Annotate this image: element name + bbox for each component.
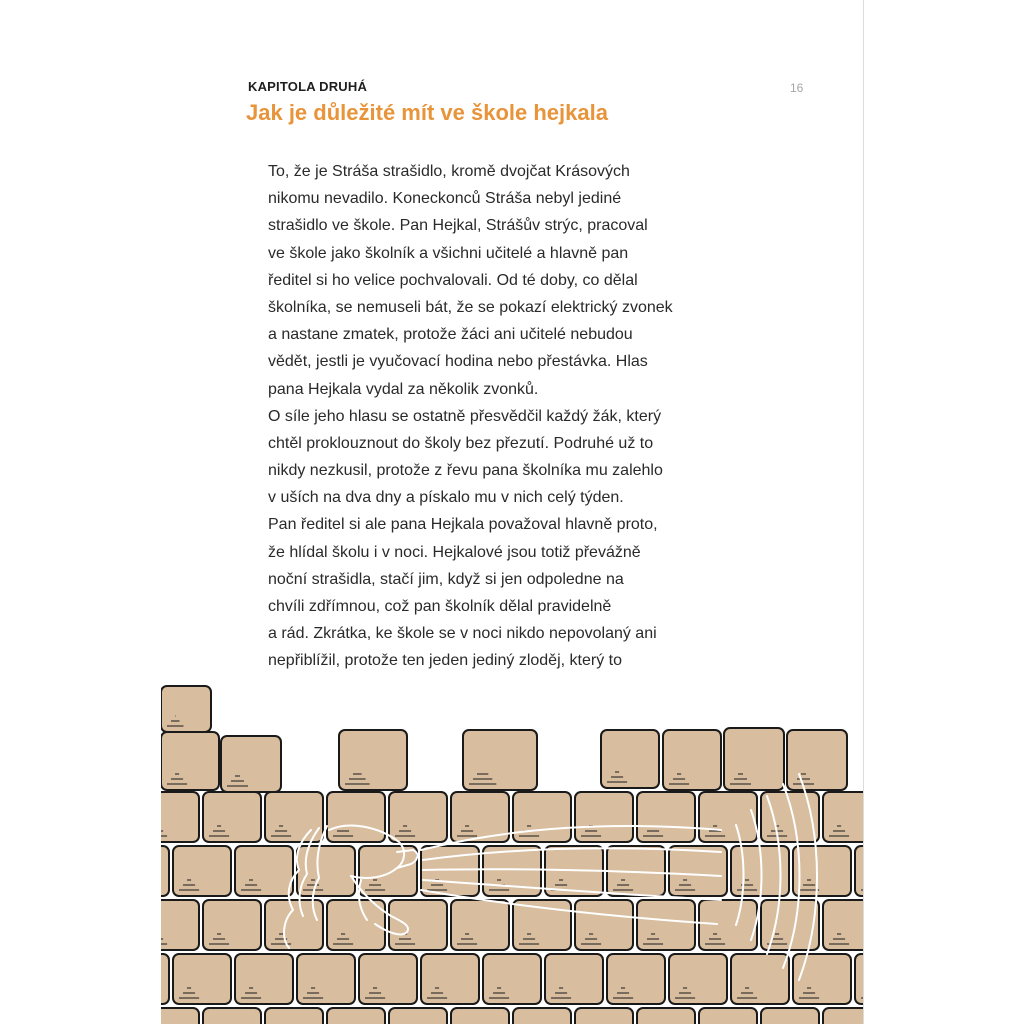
text-line: že hlídal školu i v noci. Hejkalové jsou totiž převážně xyxy=(268,543,641,561)
text-line: ve škole jako školník a všichni učitelé a hlavně pan xyxy=(268,244,629,262)
wall-brick xyxy=(637,900,695,950)
wall-brick xyxy=(359,846,417,896)
wall-brick xyxy=(601,730,659,788)
text-line: a rád. Zkrátka, ke škole se v noci nikdo nepovolaný ani xyxy=(268,625,657,643)
text-line: O síle jeho hlasu se ostatně přesvědčil každý žák, který xyxy=(268,407,662,425)
wall-brick xyxy=(203,792,261,842)
wall-brick xyxy=(699,900,757,950)
wall-brick xyxy=(663,730,721,790)
page-number: 16 xyxy=(790,81,804,95)
wall-brick xyxy=(327,1008,385,1024)
text-line: Pan ředitel si ale pana Hejkala považoval hlavně proto, xyxy=(268,516,658,534)
text-line: vědět, jestli je vyučovací hodina nebo přestávka. Hlas xyxy=(268,353,648,371)
wall-brick xyxy=(731,954,789,1004)
wall-brick xyxy=(575,1008,633,1024)
wall-brick xyxy=(463,730,537,790)
wall-brick xyxy=(724,728,784,790)
wall-brick xyxy=(389,792,447,842)
wall-brick xyxy=(161,732,219,790)
wall-brick xyxy=(637,1008,695,1024)
book-page xyxy=(161,0,864,1024)
wall-brick xyxy=(451,900,509,950)
wall-brick xyxy=(203,1008,261,1024)
body-text xyxy=(268,158,738,675)
wall-brick xyxy=(297,954,355,1004)
wall-brick xyxy=(607,954,665,1004)
wall-brick xyxy=(575,900,633,950)
wall-brick xyxy=(161,900,199,950)
wall-brick xyxy=(699,792,757,842)
wall-brick xyxy=(513,1008,571,1024)
wall-brick xyxy=(389,900,447,950)
wall-brick xyxy=(823,792,863,842)
wall-brick xyxy=(793,846,851,896)
text-line: noční strašidla, stačí jim, když si jen odpoledne na xyxy=(268,570,624,588)
text-line: pana Hejkala vydal za několik zvonků. xyxy=(268,380,539,398)
wall-brick xyxy=(513,792,571,842)
wall-brick xyxy=(235,954,293,1004)
text-line: nepřiblížil, protože ten jeden jediný zloděj, který to xyxy=(268,652,622,670)
wall-brick xyxy=(327,792,385,842)
brick-wall-illustration xyxy=(161,680,863,1024)
wall-brick xyxy=(161,686,211,732)
wall-brick xyxy=(855,954,863,1004)
wall-brick xyxy=(699,1008,757,1024)
wall-brick xyxy=(161,792,199,842)
text-line: To, že je Stráša strašidlo, kromě dvojčat Krásových xyxy=(268,163,630,180)
text-line: nikdy nezkusil, protože z řevu pana školníka mu zalehlo xyxy=(268,462,663,480)
wall-brick xyxy=(173,954,231,1004)
text-line: ředitel si ho velice pochvalovali. Od té doby, co dělal xyxy=(268,271,638,289)
wall-brick xyxy=(787,730,847,790)
wall-brick xyxy=(855,846,863,896)
wall-brick xyxy=(823,900,863,950)
wall-brick xyxy=(359,954,417,1004)
wall-brick xyxy=(421,846,479,896)
wall-brick xyxy=(235,846,293,896)
wall-brick xyxy=(161,954,169,1004)
text-line: nikomu nevadilo. Koneckonců Stráša nebyl jediné xyxy=(268,190,622,208)
text-line: strašidlo ve škole. Pan Hejkal, Strášův strýc, pracoval xyxy=(268,217,648,235)
wall-brick xyxy=(575,792,633,842)
wall-brick xyxy=(761,1008,819,1024)
wall-brick xyxy=(265,900,323,950)
wall-brick xyxy=(421,954,479,1004)
wall-brick xyxy=(339,730,407,790)
wall-brick xyxy=(221,736,281,792)
wall-brick xyxy=(545,954,603,1004)
wall-bricks xyxy=(161,686,863,1024)
text-line: chvíli zdřímnou, což pan školník dělal pravidelně xyxy=(268,598,612,615)
text-line: v uších na dva dny a pískalo mu v nich celý týden. xyxy=(268,489,624,507)
text-line: chtěl proklouznout do školy bez přezutí. Podruhé už to xyxy=(268,434,654,452)
wall-brick xyxy=(761,792,819,842)
wall-brick xyxy=(203,900,261,950)
wall-brick xyxy=(451,1008,509,1024)
wall-brick xyxy=(161,846,169,896)
text-line: a nastane zmatek, protože žáci ani učitelé nebudou xyxy=(268,326,633,344)
wall-brick xyxy=(637,792,695,842)
text-line: školníka, se nemuseli bát, že se pokazí elektrický zvonek xyxy=(268,298,673,316)
chapter-label: KAPITOLA DRUHÁ xyxy=(248,79,368,94)
wall-brick xyxy=(669,846,727,896)
wall-brick xyxy=(483,954,541,1004)
wall-brick xyxy=(669,954,727,1004)
wall-brick xyxy=(265,1008,323,1024)
wall-brick xyxy=(173,846,231,896)
wall-brick xyxy=(389,1008,447,1024)
wall-brick xyxy=(793,954,851,1004)
wall-brick xyxy=(161,1008,199,1024)
chapter-title: Jak je důležité mít ve škole hejkala xyxy=(246,100,608,125)
wall-brick xyxy=(823,1008,863,1024)
